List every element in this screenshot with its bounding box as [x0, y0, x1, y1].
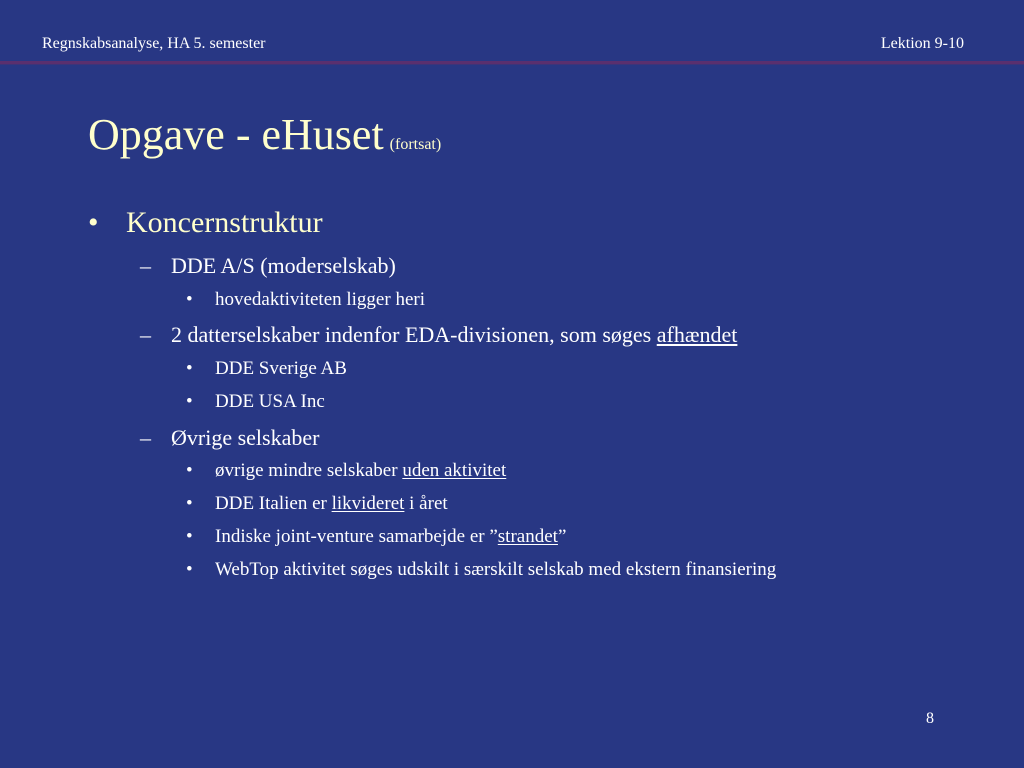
item-indiske: [186, 526, 566, 548]
bullet-dot-icon: •: [186, 493, 193, 514]
underlined-uden-aktivitet: uden aktivitet: [402, 460, 507, 481]
bullet-koncernstruktur: [88, 206, 323, 240]
item-text-end: ”: [557, 526, 567, 547]
item-text: WebTop aktivitet søges udskilt i særskilt selskab med ekstern finansiering: [215, 559, 777, 580]
subbullet-text: DDE A/S (moderselskab): [171, 253, 396, 278]
item-text-end: i året: [404, 493, 448, 514]
subbullet-datterselskaber: [140, 322, 737, 348]
item-usa: [186, 391, 325, 413]
subbullet-text: 2 datterselskaber indenfor EDA-divisionen, som søges: [171, 322, 657, 347]
slide-title: [88, 110, 441, 160]
bullet-dot-icon: •: [186, 358, 193, 379]
underlined-afhaendet: afhændet: [656, 322, 738, 347]
underlined-likvideret: likvideret: [331, 493, 405, 514]
bullet-dot-icon: •: [186, 559, 193, 580]
item-text: øvrige mindre selskaber: [215, 460, 403, 481]
dash-icon: –: [140, 253, 151, 278]
subbullet-dde: [140, 253, 396, 279]
slide-title-sub: (fortsat): [389, 136, 442, 153]
bullet-dot-icon: •: [88, 206, 99, 239]
bullet-dot-icon: •: [186, 289, 193, 310]
header-course: Regnskabsanalyse, HA 5. semester: [42, 35, 266, 52]
subbullet-text: Øvrige selskaber: [171, 425, 320, 450]
item-text: DDE Sverige AB: [215, 358, 347, 379]
item-hovedaktivitet: [186, 289, 425, 311]
page-number: 8: [926, 710, 934, 727]
bullet-text: Koncernstruktur: [126, 206, 323, 239]
bullet-dot-icon: •: [186, 391, 193, 412]
item-italien: [186, 493, 448, 515]
item-mindre-selskaber: [186, 460, 506, 482]
bullet-dot-icon: •: [186, 460, 193, 481]
subbullet-ovrige: [140, 425, 319, 451]
dash-icon: –: [140, 322, 151, 347]
slide-title-main: Opgave - eHuset: [88, 110, 384, 159]
underlined-strandet: strandet: [497, 526, 558, 547]
item-sverige: [186, 358, 347, 380]
item-text: Indiske joint-venture samarbejde er ”: [215, 526, 498, 547]
item-webtop: [186, 559, 776, 581]
item-text: DDE Italien er: [215, 493, 332, 514]
item-text: DDE USA Inc: [215, 391, 325, 412]
header-lesson: Lektion 9-10: [880, 35, 964, 52]
item-text: hovedaktiviteten ligger heri: [215, 289, 425, 310]
header-divider-shadow: [0, 64, 1024, 65]
bullet-dot-icon: •: [186, 526, 193, 547]
dash-icon: –: [140, 425, 151, 450]
